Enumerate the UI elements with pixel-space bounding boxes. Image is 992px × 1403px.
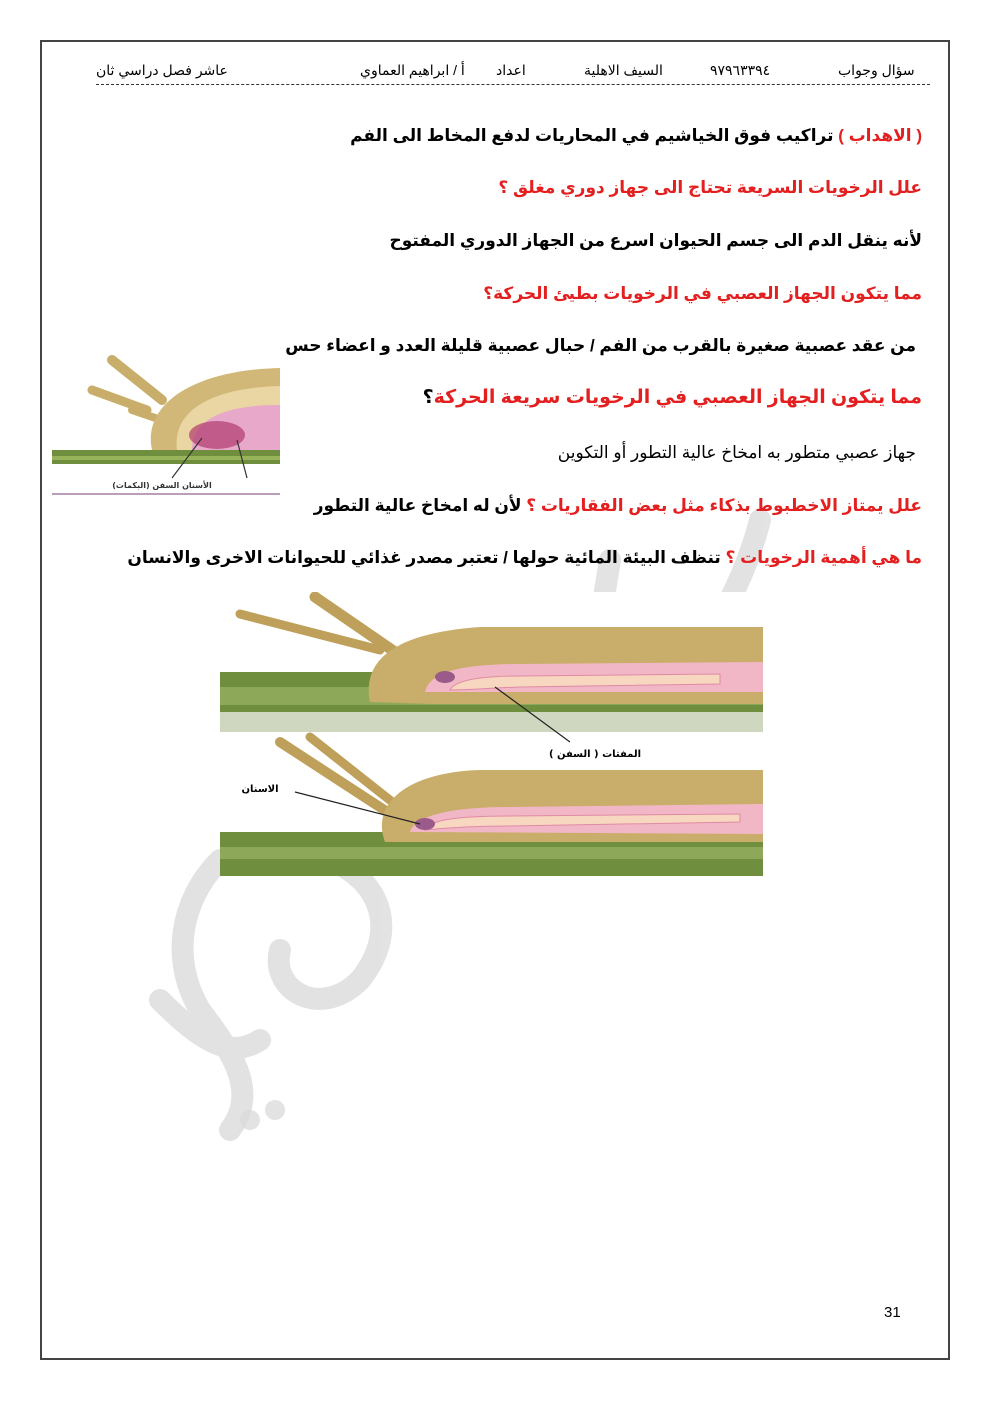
header-qa: سؤال وجواب <box>838 62 915 78</box>
large-snail-figure <box>220 592 763 876</box>
small-figure-caption: الأسنان السفن (البكمات) <box>112 481 212 490</box>
line-importance <box>127 546 922 570</box>
term-cilia: ( الاهداب ) <box>838 126 922 145</box>
answer-slow-nervous: من عقد عصبية صغيرة بالقرب من الفم / حبال عصبية قليلة العدد و اعضاء حس <box>285 336 916 355</box>
label-teeth: الاسنان <box>241 784 279 795</box>
answer-closed-circulation: لأنه ينقل الدم الى جسم الحيوان اسرع من الجهاز الدوري المفتوح <box>389 231 922 250</box>
question-slow-nervous: مما يتكون الجهاز العصبي في الرخويات بطيئ الحركة؟ <box>483 284 922 303</box>
question-importance: ما هي أهمية الرخويات ؟ <box>725 548 922 567</box>
line-octopus <box>314 494 922 518</box>
question-closed-circulation: علل الرخويات السريعة تحتاج الى جهاز دوري مغلق ؟ <box>498 178 922 197</box>
answer-octopus: لأن له امخاخ عالية التطور <box>313 496 522 515</box>
header-grade: عاشر فصل دراسي ثان <box>96 62 228 78</box>
header-prepared: اعداد <box>496 62 526 78</box>
header-divider <box>96 84 930 85</box>
header-school: السيف الاهلية <box>584 62 663 78</box>
header-teacher: أ / ابراهيم العماوي <box>360 62 465 78</box>
question-octopus: علل يمتاز الاخطبوط بذكاء مثل بعض الفقاريات ؟ <box>526 496 922 515</box>
line-fast-nervous-question <box>423 386 922 410</box>
cilia-definition: تراكيب فوق الخياشيم في المحاريات لدفع المخاط الى الفم <box>350 126 834 145</box>
answer-importance: تنظف البيئة المائية حولها / تعتبر مصدر غذائي للحيوانات الاخرى والانسان <box>127 548 721 567</box>
answer-fast-nervous: جهاز عصبي متطور به امخاخ عالية التطور أو التكوين <box>557 443 916 462</box>
question-fast-nervous: مما يتكون الجهاز العصبي في الرخويات سريعة الحركة <box>433 387 922 408</box>
label-radula: المفتات ( السفن ) <box>548 749 642 760</box>
question-mark: ؟ <box>422 387 434 408</box>
page-number: 31 <box>884 1304 901 1321</box>
line-cilia-definition <box>350 124 922 148</box>
small-snail-figure <box>52 350 280 495</box>
header-phone: ٩٧٩٦٣٣٩٤ <box>710 62 771 78</box>
